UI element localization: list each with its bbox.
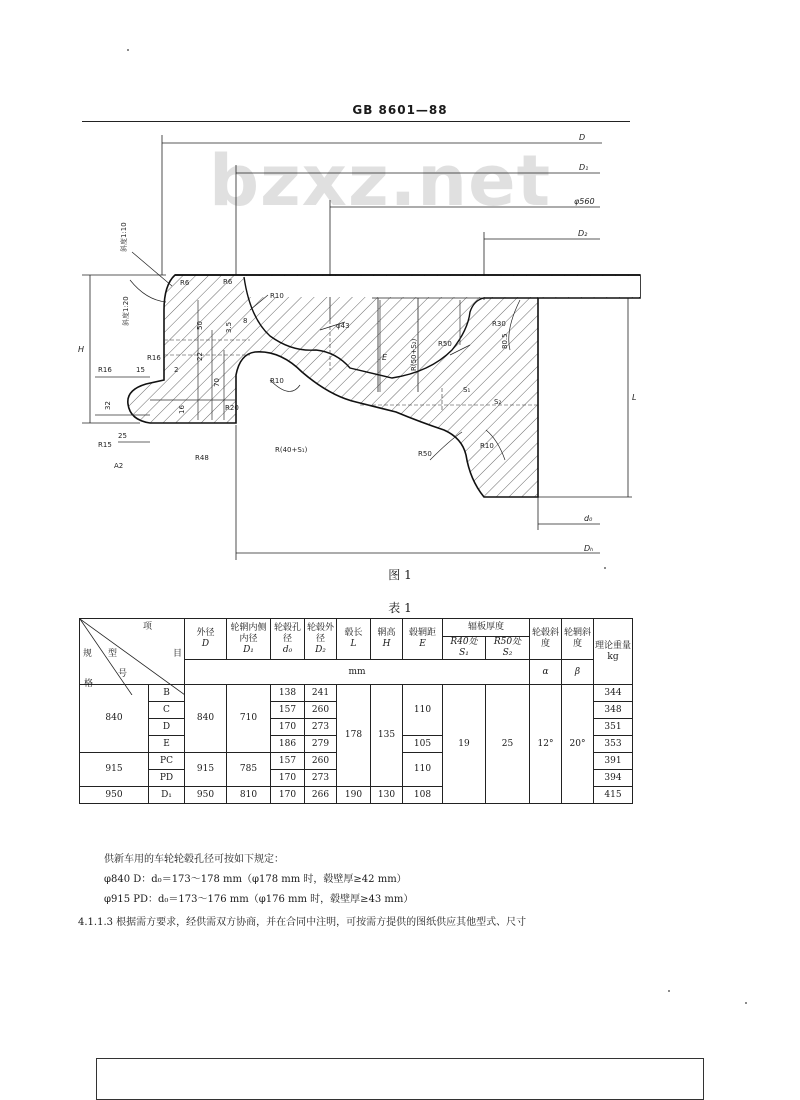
s2-label: S₂ (494, 398, 502, 406)
header-beta: β (562, 660, 594, 685)
slope-1-20-label: 斜度1:20 (122, 296, 130, 326)
note-intro: 供新车用的车轮轮毂孔径可按如下规定： (104, 854, 284, 865)
hub-bore-cell: 170 (271, 770, 305, 787)
header-weight: 理论重量 kg (594, 619, 633, 685)
header-alpha: α (530, 660, 562, 685)
rim-slope-cell: 20° (562, 685, 594, 804)
type-cell: D₁ (149, 787, 185, 804)
r50-bottom-label: R50 (418, 450, 432, 458)
header-hub-outer: 轮毂外径 D₂ (305, 619, 337, 660)
type-cell: D (149, 719, 185, 736)
hub-bore-cell: 157 (271, 753, 305, 770)
hub-outer-cell: 260 (305, 753, 337, 770)
table-caption: 表 1 (388, 601, 412, 615)
hub-rim-dist-cell: 110 (403, 685, 443, 736)
weight-cell: 415 (594, 787, 633, 804)
wheel-spec-table (79, 618, 633, 804)
corner-diagonals (80, 619, 185, 695)
header-rim-inner: 轮辋内侧内径 D₁ (227, 619, 271, 660)
dim-d0: d₀ (584, 514, 593, 523)
wheel-cross-section (128, 275, 640, 497)
r10-top-label: R10 (270, 292, 284, 300)
hub-rim-dist-cell: 108 (403, 787, 443, 804)
r30-label: R30 (492, 320, 506, 328)
dim-8-label: 8 (243, 317, 248, 325)
rim-height-cell: 130 (371, 787, 403, 804)
header-hub-bore: 轮毂孔径 d₀ (271, 619, 305, 660)
header-rim-slope: 轮辋斜度 (562, 619, 594, 660)
outer-diameter-cell: 915 (185, 753, 227, 787)
r6-label: R6 (223, 278, 233, 286)
hub-rim-dist-cell: 105 (403, 736, 443, 753)
rim-inner-cell: 785 (227, 753, 271, 787)
web-s2-cell: 25 (486, 685, 530, 804)
hub-outer-cell: 273 (305, 770, 337, 787)
header-r40: R40处 S₁ (443, 637, 486, 660)
weight-cell: 351 (594, 719, 633, 736)
spec-cell: 840 (80, 685, 149, 753)
r6-top-label: R6 (180, 279, 190, 287)
figure-caption: 图 1 (388, 568, 412, 582)
scan-speck (668, 990, 670, 992)
type-cell: E (149, 736, 185, 753)
scan-speck (604, 567, 606, 569)
r40s1-label: R(40+S₁) (275, 446, 308, 454)
header-hub-rim-dist: 毂辋距 E (403, 619, 443, 660)
phi43-label: φ43 (336, 322, 350, 330)
header-item-2: 目 (173, 649, 183, 659)
header-hub-slope: 轮毂斜度 (530, 619, 562, 660)
weight-cell: 348 (594, 702, 633, 719)
rim-inner-cell: 710 (227, 685, 271, 753)
r16-corner-label: R16 (147, 354, 161, 362)
weight-cell: 391 (594, 753, 633, 770)
hub-bore-cell: 157 (271, 702, 305, 719)
dim-D: D (579, 133, 586, 142)
rim-height-cell: 135 (371, 685, 403, 787)
web-s1-cell: 19 (443, 685, 486, 804)
footer-frame (96, 1058, 704, 1100)
hub-outer-cell: 260 (305, 702, 337, 719)
hub-outer-cell: 273 (305, 719, 337, 736)
header-spec: 规 (83, 649, 93, 659)
spec-cell: 915 (80, 753, 149, 787)
hub-length-cell: 178 (337, 685, 371, 787)
outer-diameter-cell: 840 (185, 685, 227, 753)
spec-cell: 950 (80, 787, 149, 804)
header-r50: R50处 S₂ (486, 637, 530, 660)
hub-outer-cell: 241 (305, 685, 337, 702)
hub-outer-cell: 266 (305, 787, 337, 804)
note-clause-4-1-1-3: 4.1.1.3 根据需方要求，经供需双方协商，并在合同中注明，可按需方提供的图纸供应其他型式、尺寸 (78, 917, 527, 928)
r20-label: R20 (225, 404, 239, 412)
dim-H: H (78, 345, 85, 354)
dim-2-label: 2 (174, 366, 179, 374)
r50-label: R50 (438, 340, 452, 348)
r50s2-label: R(50+S₂) (410, 338, 418, 371)
a2-label: A2 (114, 462, 124, 470)
type-cell: PD (149, 770, 185, 787)
r10-hub-label: R10 (480, 442, 494, 450)
dim-Dh: Dₕ (584, 544, 594, 553)
header-web-thickness: 辐板厚度 (443, 619, 530, 637)
note-915: φ915 PD：d₀＝173～176 mm（φ176 mm 时，毂壁厚≥43 mm） (104, 894, 414, 905)
dim-D1: D₁ (579, 163, 589, 172)
watermark: bzxz.net (208, 140, 552, 222)
dim-L: L (632, 393, 637, 402)
hub-rim-dist-cell: 110 (403, 753, 443, 787)
dim-phi560: φ560 (574, 197, 595, 206)
type-cell: B (149, 685, 185, 702)
note-840: φ840 D：d₀＝173～178 mm（φ178 mm 时，毂壁厚≥42 mm） (104, 874, 407, 885)
type-cell: C (149, 702, 185, 719)
dim-3-5-label: 3.5 (225, 321, 233, 333)
dim-50-label: 50 (196, 321, 204, 330)
type-cell: PC (149, 753, 185, 770)
dim-32-label: 32 (104, 401, 112, 410)
header-spec-2: 格 (84, 679, 94, 689)
weight-cell: 394 (594, 770, 633, 787)
hub-bore-cell: 170 (271, 719, 305, 736)
dim-22-label: 22 (196, 352, 204, 361)
scan-speck (127, 49, 129, 51)
hub-bore-cell: 138 (271, 685, 305, 702)
corner-header-cell (80, 619, 185, 689)
weight-cell: 353 (594, 736, 633, 753)
hub-bore-cell: 170 (271, 787, 305, 804)
header-item: 项 (143, 622, 153, 632)
rim-inner-cell: 810 (227, 787, 271, 804)
header-outer-diameter: 外径 D (185, 619, 227, 660)
dim-E: E (382, 353, 388, 362)
s1-label: S₁ (463, 386, 471, 394)
slope-1-10-label: 斜度1:10 (120, 222, 128, 252)
dim-D2: D₂ (578, 229, 588, 238)
r10-mid-label: R10 (270, 377, 284, 385)
hub-bore-cell: 186 (271, 736, 305, 753)
header-hub-length: 毂长 L (337, 619, 371, 660)
r48-label: R48 (195, 454, 209, 462)
dim-16-label: 16 (178, 405, 186, 414)
scan-speck (745, 1002, 747, 1004)
header-type-2: 号 (118, 669, 128, 679)
standard-number-header: GB 8601—88 (352, 103, 448, 117)
hub-outer-cell: 279 (305, 736, 337, 753)
dim-15-label: 15 (136, 366, 145, 374)
hub-length-cell: 190 (337, 787, 371, 804)
outer-diameter-cell: 950 (185, 787, 227, 804)
header-type: 型 (108, 649, 118, 659)
dim-70-label: 70 (213, 378, 221, 387)
r15-label: R15 (98, 441, 112, 449)
dim-25-label: 25 (118, 432, 127, 440)
r16-label: R16 (98, 366, 112, 374)
weight-cell: 344 (594, 685, 633, 702)
dim-80-5-label: 80.5 (501, 333, 509, 349)
hub-slope-cell: 12° (530, 685, 562, 804)
header-unit-mm: mm (185, 660, 530, 685)
header-rim-height: 辋高 H (371, 619, 403, 660)
